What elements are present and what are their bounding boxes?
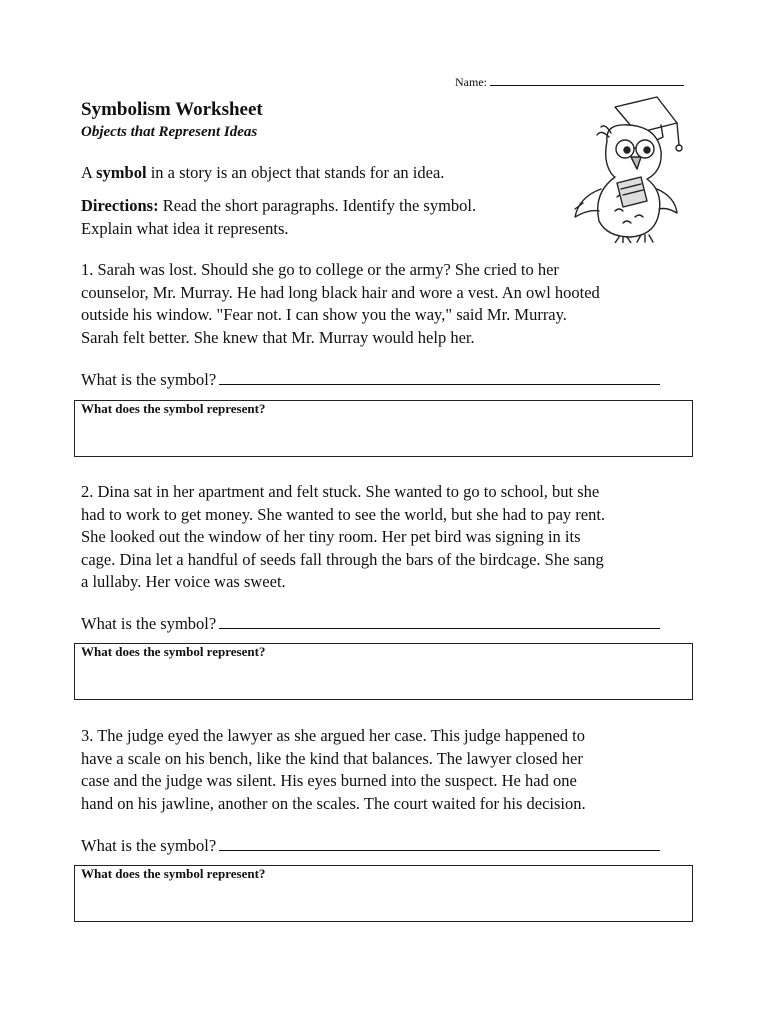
symbol-answer-line[interactable] bbox=[219, 370, 660, 385]
symbol-prompt: What is the symbol? bbox=[81, 370, 217, 389]
paragraph-line: 3. The judge eyed the lawyer as she argued her case. This judge happened to bbox=[81, 726, 585, 745]
answer-box-label: What does the symbol represent? bbox=[81, 866, 266, 881]
paragraph-line: She looked out the window of her tiny room. Her pet bird was signing in its bbox=[81, 527, 581, 546]
owl-graduate-icon bbox=[545, 93, 685, 243]
intro-suffix: in a story is an object that stands for an idea. bbox=[146, 163, 445, 182]
symbol-answer-line[interactable] bbox=[219, 836, 660, 851]
worksheet-title: Symbolism Worksheet bbox=[81, 99, 263, 120]
paragraph-line: outside his window. "Fear not. I can show you the way," said Mr. Murray. bbox=[81, 305, 567, 324]
directions-text: Read the short paragraphs. Identify the symbol. Explain what idea it represents. bbox=[81, 196, 477, 238]
paragraph-line: 2. Dina sat in her apartment and felt stuck. She wanted to go to school, but she bbox=[81, 482, 600, 501]
worksheet-subtitle: Objects that Represent Ideas bbox=[81, 124, 258, 140]
symbol-question-3[interactable] bbox=[81, 836, 660, 856]
paragraph-3 bbox=[81, 725, 701, 815]
symbol-question-1[interactable] bbox=[81, 370, 660, 390]
represent-answer-box-1[interactable] bbox=[74, 400, 693, 457]
symbol-prompt: What is the symbol? bbox=[81, 836, 217, 855]
paragraph-line: case and the judge was silent. His eyes burned into the suspect. He had one bbox=[81, 771, 577, 790]
symbol-question-2[interactable] bbox=[81, 614, 660, 634]
intro-bold-word: symbol bbox=[96, 163, 147, 182]
paragraph-line: hand on his jawline, another on the scales. The court waited for his decision. bbox=[81, 793, 586, 813]
paragraph-line: have a scale on his bench, like the kind that balances. The lawyer closed her bbox=[81, 748, 583, 768]
symbol-answer-line[interactable] bbox=[219, 614, 660, 629]
name-label: Name: bbox=[455, 75, 487, 89]
paragraph-line: had to work to get money. She wanted to see the world, but she had to pay rent. bbox=[81, 504, 606, 524]
paragraph-line: Sarah felt better. She knew that Mr. Murray would help her. bbox=[81, 327, 475, 347]
answer-box-label: What does the symbol represent? bbox=[81, 401, 266, 416]
name-blank-line[interactable] bbox=[490, 74, 684, 86]
intro-prefix: A bbox=[81, 163, 97, 182]
paragraph-line: cage. Dina let a handful of seeds fall through the bars of the birdcage. She sang bbox=[81, 549, 604, 569]
paragraph-1 bbox=[81, 259, 701, 349]
paragraph-2 bbox=[81, 481, 701, 594]
directions bbox=[81, 195, 501, 240]
symbol-prompt: What is the symbol? bbox=[81, 614, 217, 633]
paragraph-line: a lullaby. Her voice was sweet. bbox=[81, 572, 286, 591]
answer-box-label: What does the symbol represent? bbox=[81, 644, 266, 659]
name-field[interactable] bbox=[455, 74, 684, 90]
directions-label: Directions: bbox=[81, 196, 159, 215]
paragraph-line: 1. Sarah was lost. Should she go to college or the army? She cried to her bbox=[81, 260, 559, 279]
represent-answer-box-3[interactable] bbox=[74, 865, 693, 922]
symbol-definition bbox=[81, 162, 444, 185]
represent-answer-box-2[interactable] bbox=[74, 643, 693, 700]
paragraph-line: counselor, Mr. Murray. He had long black hair and wore a vest. An owl hooted bbox=[81, 282, 600, 302]
